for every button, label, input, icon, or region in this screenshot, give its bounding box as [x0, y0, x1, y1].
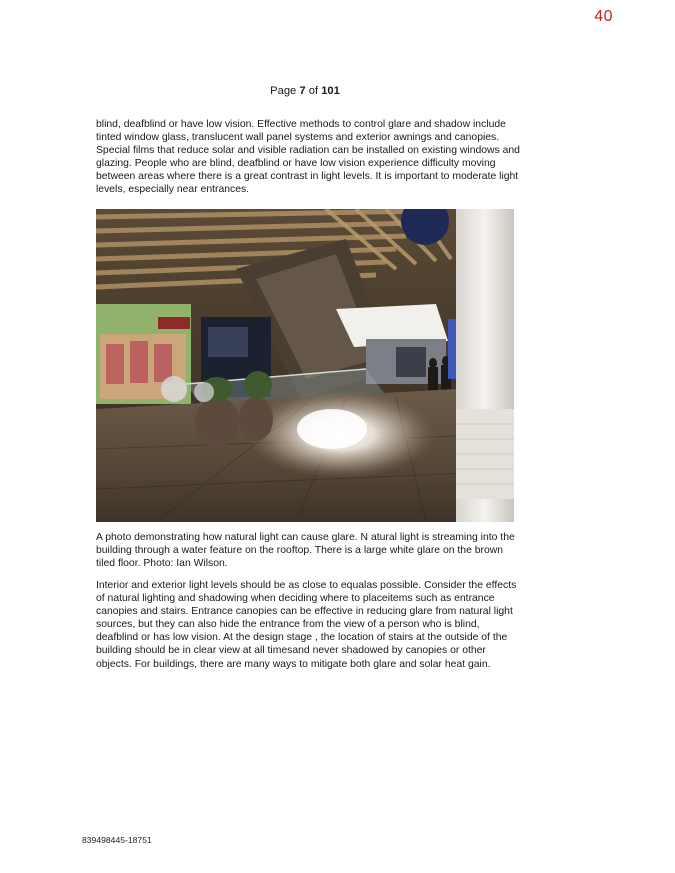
mall-glare-photo [96, 209, 514, 522]
header-separator: of [308, 85, 319, 97]
header-total-pages: 101 [321, 85, 340, 97]
header-prefix: Page [270, 85, 297, 97]
figure-caption: A photo demonstrating how natural light can cause glare. N atural light is streaming into the building through a water feature on the rooftop. There is a large white glare on the brown tiled floor. Photo: Ian Wilson. [96, 532, 515, 570]
header-current-page: 7 [299, 85, 306, 97]
page-number: 40 [594, 8, 613, 25]
page-header [0, 85, 610, 97]
document-id-footer: 839498445-18751 [82, 835, 152, 845]
body-paragraph-1: blind, deafblind or have low vision. Effective methods to control glare and shadow include tinted window glass, translucent wall panel systems and exterior awnings and canopies. Special films that reduce solar and visible radiation can be installed on existing windows and glazing. People who are blind, deafblind or have low vision experience difficulty moving between areas where there is a great contrast in light levels. It is important to moderate light levels, especially near entrances. [96, 119, 520, 196]
body-paragraph-2: Interior and exterior light levels should be as close to equalas possible. Consider the effects of natural lighting and shadowing when deciding where to placeitems such as entrance canopies and stairs. Entrance canopies can be effective in reducing glare from natural light sources, but they can also hide the entrance from the view of a person who is blind, deafblind or has low vision. At the design stage , the location of stairs at the outside of the building should be in clear view at all timesand never shadowed by canopies or other objects. For buildings, there are many ways to mitigate both glare and solar heat gain. [96, 580, 517, 670]
